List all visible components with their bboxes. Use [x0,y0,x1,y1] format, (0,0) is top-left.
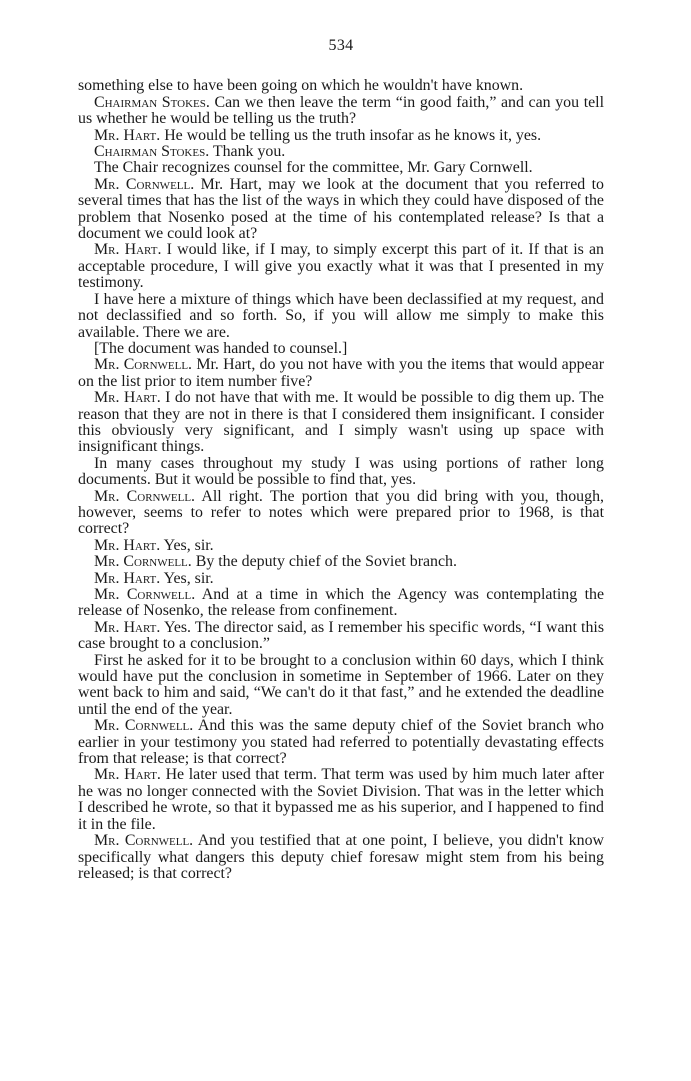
speaker-name: Mr. Hart. [94,766,161,784]
transcript-paragraph [78,242,604,291]
speaker-name: Mr. Cornwell. [94,175,195,193]
transcript-paragraph [78,78,604,94]
paragraph-text: I do not have that with me. It would be possible to dig them up. The reason that they are not in there is that I considered them insignificant. I consider this obviously very significant, and I simply wasn't using up space with insignificant things. [78,389,604,456]
speaker-name: Mr. Hart. [94,126,161,144]
paragraph-text: something else to have been going on which he wouldn't have known. [78,77,524,95]
speaker-name: Chairman Stokes. [94,143,210,161]
transcript-paragraph [78,833,604,882]
transcript-body [78,78,604,882]
transcript-paragraph [78,160,604,176]
transcript-paragraph [78,620,604,653]
paragraph-text: In many cases throughout my study I was using portions of rather long documents. But it would be possible to find that, yes. [78,454,604,489]
paragraph-text: Can we then leave the term “in good faith,” and can you tell us whether he would be telling us the truth? [78,93,604,128]
transcript-paragraph [78,341,604,357]
transcript-paragraph [78,390,604,456]
transcript-paragraph [78,538,604,554]
transcript-paragraph [78,489,604,538]
transcript-paragraph [78,357,604,390]
transcript-paragraph [78,653,604,719]
paragraph-text: I would like, if I may, to simply excerpt this part of it. If that is an acceptable procedure, I will give you exactly what it was that I presented in my testimony. [78,241,604,292]
paragraph-text: Mr. Hart, do you not have with you the items that would appear on the list prior to item number five? [78,356,605,390]
paragraph-text: And this was the same deputy chief of the Soviet branch who earlier in your testimony you stated had referred to potentially devastating effects from that release; is that correct? [78,717,604,768]
paragraph-text: I have here a mixture of things which have been declassified at my request, and not declassified and so forth. So, if you will allow me simply to make this available. There we are. [78,290,604,341]
paragraph-text: All right. The portion that you did bring with you, though, however, seems to refer to notes which were prepared prior to 1968, is that correct? [78,487,604,538]
paragraph-text: He would be telling us the truth insofar as he knows it, yes. [164,126,542,144]
paragraph-text: Yes, sir. [163,569,214,587]
speaker-name: Mr. Cornwell. [94,553,192,571]
speaker-name: Mr. Hart. [94,569,161,587]
page-number: 534 [328,37,354,54]
speaker-name: Mr. Hart. [94,618,161,636]
speaker-name: Mr. Cornwell. [94,487,196,505]
transcript-paragraph [78,767,604,833]
transcript-paragraph [78,95,604,128]
document-page [78,38,604,882]
paragraph-text: By the deputy chief of the Soviet branch. [195,553,457,571]
paragraph-text: The Chair recognizes counsel for the committee, Mr. Gary Cornwell. [94,159,533,177]
transcript-paragraph [78,292,604,341]
paragraph-text: He later used that term. That term was used by him much later after he was no longer connected with the Soviet Division. That was in the letter which I described he wrote, so that it bypassed me as his superior, and I happened to find it in the file. [78,766,604,833]
speaker-name: Mr. Cornwell. [94,717,194,735]
paragraph-text: First he asked for it to be brought to a conclusion within 60 days, which I think would have put the conclusion in sometime in September of 1966. Later on they went back to him and said, “We can't do it that fast,” and he extended the deadline until the end of the year. [78,651,604,718]
speaker-name: Mr. Hart. [94,241,162,259]
paragraph-text: Mr. Hart, may we look at the document that you referred to several times that has the list of the ways in which they could have disposed of the problem that Nosenko posed at the time of his contemplated release? Is that a document we could look at? [78,175,604,243]
transcript-paragraph [78,554,604,570]
paragraph-text: And at a time in which the Agency was contemplating the release of Nosenko, the release from confinement. [78,586,605,620]
speaker-name: Mr. Cornwell. [94,356,193,374]
speaker-name: Mr. Hart. [94,389,161,407]
paragraph-text: [The document was handed to counsel.] [94,339,348,357]
speaker-name: Chairman Stokes. [94,93,210,111]
speaker-name: Mr. Cornwell. [94,586,196,603]
paragraph-text: Yes, sir. [163,536,214,554]
speaker-name: Mr. Cornwell. [94,832,194,850]
transcript-paragraph [78,587,604,620]
transcript-paragraph [78,128,604,144]
transcript-paragraph [78,177,604,243]
paragraph-text: Yes. The director said, as I remember his specific words, “I want this case brought to a conclusion.” [78,618,605,653]
transcript-paragraph [78,456,604,489]
paragraph-text: And you testified that at one point, I believe, you didn't know specifically what dangers this deputy chief foresaw might stem from his being released; is that correct? [78,832,604,882]
paragraph-text: Thank you. [212,143,286,161]
transcript-paragraph [78,571,604,587]
speaker-name: Mr. Hart. [94,536,161,554]
transcript-paragraph [78,718,604,767]
transcript-paragraph [78,144,604,160]
